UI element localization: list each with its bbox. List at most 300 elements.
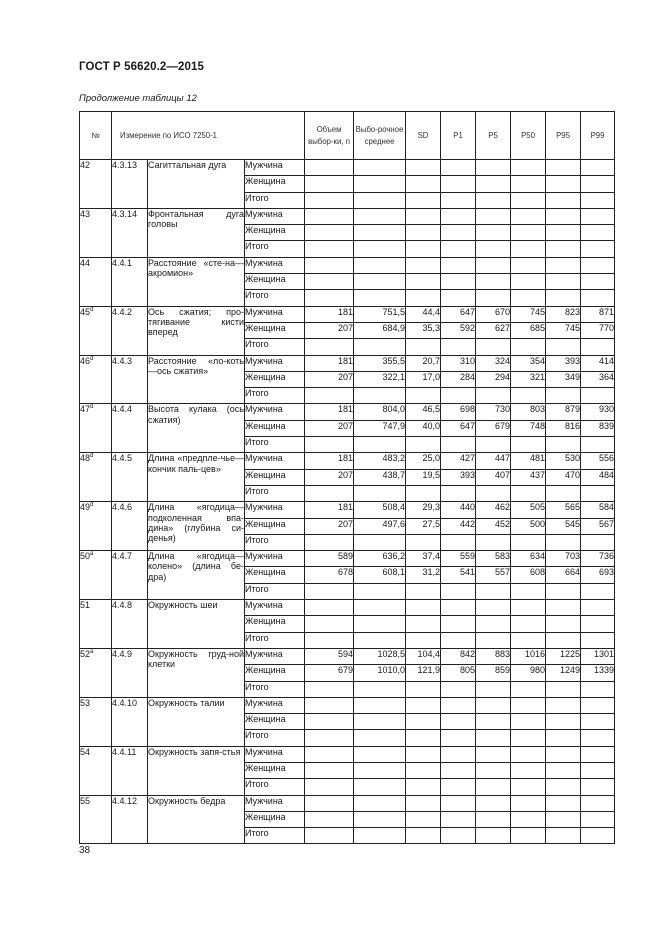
cell-p1 [441, 241, 476, 257]
cell-p50: 980 [511, 665, 546, 681]
cell-sd [406, 714, 441, 730]
cell-mean [354, 583, 406, 599]
cell-sd: 27,5 [406, 518, 441, 534]
cell-n: 207 [305, 371, 354, 387]
cell-iso-code: 4.4.3 [112, 355, 148, 404]
cell-iso-code: 4.4.8 [112, 600, 148, 649]
cell-p50 [511, 616, 546, 632]
cell-mean [354, 192, 406, 208]
cell-p95 [546, 437, 581, 453]
header-p99: P99 [581, 112, 615, 160]
cell-p5 [476, 600, 511, 616]
footnote-marker: d [90, 404, 94, 411]
cell-sex: Женщина [245, 518, 305, 534]
cell-p95: 816 [546, 420, 581, 436]
cell-p50 [511, 339, 546, 355]
cell-p5 [476, 339, 511, 355]
header-p1: P1 [441, 112, 476, 160]
cell-p1 [441, 339, 476, 355]
cell-n: 679 [305, 665, 354, 681]
cell-p1 [441, 208, 476, 224]
cell-p99: 484 [581, 469, 615, 485]
cell-p1 [441, 257, 476, 273]
cell-sd: 20,7 [406, 355, 441, 371]
cell-p99: 736 [581, 551, 615, 567]
cell-number [80, 160, 112, 209]
cell-p50 [511, 795, 546, 811]
cell-p5: 447 [476, 453, 511, 469]
cell-p1 [441, 795, 476, 811]
cell-sex: Мужчина [245, 355, 305, 371]
cell-sex: Женщина [245, 322, 305, 338]
cell-sex: Мужчина [245, 208, 305, 224]
cell-mean [354, 730, 406, 746]
cell-number [80, 502, 112, 551]
cell-p99 [581, 746, 615, 762]
cell-p99 [581, 762, 615, 778]
cell-iso-code: 4.4.9 [112, 648, 148, 697]
cell-mean [354, 828, 406, 844]
cell-p50 [511, 437, 546, 453]
cell-sd [406, 632, 441, 648]
cell-mean [354, 616, 406, 632]
cell-n [305, 681, 354, 697]
cell-mean: 355,5 [354, 355, 406, 371]
cell-measurement-name: Окружность талии [148, 697, 245, 746]
cell-p50: 481 [511, 453, 546, 469]
cell-n [305, 160, 354, 176]
cell-p5 [476, 828, 511, 844]
cell-p99: 584 [581, 502, 615, 518]
cell-p5: 294 [476, 371, 511, 387]
cell-n [305, 779, 354, 795]
cell-p5 [476, 632, 511, 648]
cell-p50 [511, 681, 546, 697]
cell-p1: 647 [441, 420, 476, 436]
cell-sex: Мужчина [245, 453, 305, 469]
cell-number [80, 600, 112, 649]
cell-p5 [476, 697, 511, 713]
cell-p50 [511, 534, 546, 550]
cell-p5: 883 [476, 648, 511, 664]
cell-p50 [511, 811, 546, 827]
cell-p95: 703 [546, 551, 581, 567]
cell-p99 [581, 795, 615, 811]
cell-p5 [476, 746, 511, 762]
cell-sd: 31,2 [406, 567, 441, 583]
table-row [80, 208, 615, 224]
cell-p95 [546, 160, 581, 176]
cell-p99 [581, 176, 615, 192]
cell-sd: 104,4 [406, 648, 441, 664]
cell-p50 [511, 274, 546, 290]
cell-number [80, 648, 112, 697]
table-row [80, 257, 615, 273]
cell-p1 [441, 225, 476, 241]
cell-p99: 930 [581, 404, 615, 420]
cell-p5: 557 [476, 567, 511, 583]
cell-mean [354, 762, 406, 778]
cell-p99 [581, 534, 615, 550]
cell-p50 [511, 290, 546, 306]
cell-p1 [441, 485, 476, 501]
cell-sex: Итого [245, 437, 305, 453]
cell-sex: Женщина [245, 274, 305, 290]
cell-p1 [441, 160, 476, 176]
cell-p99: 693 [581, 567, 615, 583]
cell-mean: 438,7 [354, 469, 406, 485]
cell-p1 [441, 714, 476, 730]
cell-iso-code: 4.3.13 [112, 160, 148, 209]
cell-mean [354, 339, 406, 355]
cell-p95 [546, 192, 581, 208]
cell-n [305, 208, 354, 224]
cell-p5 [476, 274, 511, 290]
cell-p1: 842 [441, 648, 476, 664]
cell-p95: 823 [546, 306, 581, 322]
cell-sd [406, 681, 441, 697]
cell-mean: 1028,5 [354, 648, 406, 664]
cell-iso-code: 4.4.1 [112, 257, 148, 306]
cell-sex: Итого [245, 485, 305, 501]
cell-p1 [441, 811, 476, 827]
cell-sd [406, 828, 441, 844]
cell-p95 [546, 274, 581, 290]
cell-measurement-name: Ось сжатия; про-тягивание кисти вперед [148, 306, 245, 355]
cell-p99 [581, 779, 615, 795]
cell-p1: 442 [441, 518, 476, 534]
cell-p1 [441, 746, 476, 762]
cell-p1: 805 [441, 665, 476, 681]
cell-sd [406, 274, 441, 290]
cell-p99: 1301 [581, 648, 615, 664]
cell-p5 [476, 225, 511, 241]
row-number: 47 [80, 404, 91, 415]
cell-p5 [476, 257, 511, 273]
cell-p50 [511, 828, 546, 844]
header-p5: P5 [476, 112, 511, 160]
cell-sex: Женщина [245, 811, 305, 827]
cell-iso-code: 4.4.12 [112, 795, 148, 844]
cell-sd: 121,9 [406, 665, 441, 681]
cell-p5: 452 [476, 518, 511, 534]
cell-p99 [581, 697, 615, 713]
cell-p99 [581, 583, 615, 599]
cell-p99 [581, 339, 615, 355]
cell-n [305, 600, 354, 616]
cell-measurement-name: Окружность груд-ной клетки [148, 648, 245, 697]
cell-p95 [546, 485, 581, 501]
header-p50: P50 [511, 112, 546, 160]
cell-mean [354, 779, 406, 795]
cell-p5: 859 [476, 665, 511, 681]
table-row [80, 355, 615, 371]
cell-sd [406, 339, 441, 355]
cell-number [80, 208, 112, 257]
cell-sex: Мужчина [245, 306, 305, 322]
cell-p1: 440 [441, 502, 476, 518]
cell-p5: 670 [476, 306, 511, 322]
cell-sd [406, 257, 441, 273]
cell-measurement-name: Расстояние «ло-коть—ось сжатия» [148, 355, 245, 404]
cell-p95: 879 [546, 404, 581, 420]
cell-mean [354, 388, 406, 404]
cell-p95: 745 [546, 322, 581, 338]
cell-mean [354, 714, 406, 730]
table-row [80, 306, 615, 322]
header-sd: SD [406, 112, 441, 160]
cell-iso-code: 4.4.6 [112, 502, 148, 551]
cell-n [305, 437, 354, 453]
cell-p95 [546, 241, 581, 257]
cell-p50 [511, 714, 546, 730]
cell-n [305, 225, 354, 241]
cell-p5: 407 [476, 469, 511, 485]
cell-p50 [511, 697, 546, 713]
cell-mean: 804,0 [354, 404, 406, 420]
table-row [80, 697, 615, 713]
cell-number [80, 746, 112, 795]
cell-p99: 556 [581, 453, 615, 469]
cell-p99 [581, 257, 615, 273]
cell-p99 [581, 192, 615, 208]
cell-p99 [581, 437, 615, 453]
cell-sd: 40,0 [406, 420, 441, 436]
cell-mean: 747,9 [354, 420, 406, 436]
cell-p99 [581, 681, 615, 697]
cell-p1: 310 [441, 355, 476, 371]
cell-p1: 647 [441, 306, 476, 322]
footnote-marker: a [90, 551, 94, 558]
cell-n [305, 176, 354, 192]
cell-sex: Женщина [245, 225, 305, 241]
cell-sd [406, 485, 441, 501]
cell-n [305, 714, 354, 730]
cell-mean [354, 160, 406, 176]
cell-p95 [546, 681, 581, 697]
cell-n: 181 [305, 502, 354, 518]
cell-p95 [546, 632, 581, 648]
row-number: 42 [80, 160, 91, 170]
cell-measurement-name: Длина «ягодица—колено» (длина бе-дра) [148, 551, 245, 600]
cell-sex: Женщина [245, 176, 305, 192]
cell-n [305, 290, 354, 306]
cell-p5 [476, 192, 511, 208]
cell-p95 [546, 828, 581, 844]
cell-p1 [441, 632, 476, 648]
cell-iso-code: 4.4.7 [112, 551, 148, 600]
cell-sd: 35,3 [406, 322, 441, 338]
cell-n: 207 [305, 518, 354, 534]
cell-p1: 284 [441, 371, 476, 387]
cell-p95: 349 [546, 371, 581, 387]
cell-p95 [546, 388, 581, 404]
cell-p50: 748 [511, 420, 546, 436]
cell-n [305, 746, 354, 762]
cell-sd [406, 437, 441, 453]
cell-measurement-name: Окружность шеи [148, 600, 245, 649]
cell-p99 [581, 485, 615, 501]
cell-sex: Итого [245, 730, 305, 746]
cell-p1 [441, 274, 476, 290]
table-continuation-caption: Продолжение таблицы 12 [79, 93, 197, 104]
document-title: ГОСТ Р 56620.2—2015 [79, 61, 204, 73]
cell-p5 [476, 208, 511, 224]
cell-measurement-name: Окружность запя-стья [148, 746, 245, 795]
row-number: 53 [80, 697, 91, 708]
cell-p50: 608 [511, 567, 546, 583]
cell-p5 [476, 241, 511, 257]
cell-number [80, 697, 112, 746]
cell-p50 [511, 225, 546, 241]
cell-p50: 505 [511, 502, 546, 518]
cell-sd [406, 616, 441, 632]
cell-sd [406, 697, 441, 713]
cell-mean [354, 795, 406, 811]
cell-p95 [546, 730, 581, 746]
cell-sex: Мужчина [245, 551, 305, 567]
cell-p1 [441, 697, 476, 713]
cell-p95 [546, 290, 581, 306]
cell-sex: Мужчина [245, 404, 305, 420]
cell-sex: Итого [245, 681, 305, 697]
table-row [80, 551, 615, 567]
cell-p95: 664 [546, 567, 581, 583]
cell-p1 [441, 388, 476, 404]
cell-mean: 1010,0 [354, 665, 406, 681]
cell-iso-code: 4.4.4 [112, 404, 148, 453]
cell-p95: 393 [546, 355, 581, 371]
cell-sex: Женщина [245, 469, 305, 485]
cell-measurement-name: Окружность бедра [148, 795, 245, 844]
cell-p95 [546, 697, 581, 713]
cell-mean [354, 681, 406, 697]
footnote-marker: d [90, 453, 94, 460]
cell-sd [406, 241, 441, 257]
cell-p50 [511, 160, 546, 176]
cell-mean [354, 437, 406, 453]
cell-number [80, 795, 112, 844]
cell-number [80, 551, 112, 600]
cell-n [305, 192, 354, 208]
cell-mean: 483,2 [354, 453, 406, 469]
cell-measurement-name: Фронтальная дуга головы [148, 208, 245, 257]
table-row [80, 453, 615, 469]
cell-p99: 1339 [581, 665, 615, 681]
cell-n: 181 [305, 355, 354, 371]
cell-p99 [581, 811, 615, 827]
cell-p99: 770 [581, 322, 615, 338]
cell-sd [406, 388, 441, 404]
cell-p99 [581, 225, 615, 241]
cell-p1 [441, 730, 476, 746]
cell-sex: Итого [245, 339, 305, 355]
footnote-marker: d [90, 355, 94, 362]
cell-sex: Мужчина [245, 746, 305, 762]
row-number: 48 [80, 453, 91, 464]
cell-p5: 324 [476, 355, 511, 371]
cell-n: 181 [305, 404, 354, 420]
cell-iso-code: 4.4.2 [112, 306, 148, 355]
footnote-marker: d [90, 306, 94, 313]
cell-p5 [476, 176, 511, 192]
cell-p50: 685 [511, 322, 546, 338]
cell-n [305, 730, 354, 746]
cell-p95: 470 [546, 469, 581, 485]
table-row [80, 648, 615, 664]
cell-p5 [476, 583, 511, 599]
page-number: 38 [79, 845, 91, 856]
footnote-marker: d [90, 502, 94, 509]
table-row [80, 746, 615, 762]
cell-p5 [476, 534, 511, 550]
cell-p5 [476, 811, 511, 827]
cell-n [305, 583, 354, 599]
cell-p50: 500 [511, 518, 546, 534]
cell-iso-code: 4.4.10 [112, 697, 148, 746]
cell-p5: 679 [476, 420, 511, 436]
cell-mean [354, 811, 406, 827]
cell-p1 [441, 828, 476, 844]
row-number: 44 [80, 257, 91, 268]
cell-sd [406, 290, 441, 306]
cell-sd [406, 583, 441, 599]
cell-sd: 17,0 [406, 371, 441, 387]
table-row [80, 502, 615, 518]
cell-p99 [581, 241, 615, 257]
cell-iso-code: 4.4.11 [112, 746, 148, 795]
cell-sex: Мужчина [245, 648, 305, 664]
cell-sd: 46,5 [406, 404, 441, 420]
cell-p95 [546, 714, 581, 730]
cell-iso-code: 4.3.14 [112, 208, 148, 257]
cell-sex: Итого [245, 290, 305, 306]
cell-p50: 745 [511, 306, 546, 322]
cell-sd [406, 176, 441, 192]
row-number: 54 [80, 746, 91, 757]
cell-sex: Женщина [245, 762, 305, 778]
row-number: 52 [80, 648, 91, 659]
cell-p99: 414 [581, 355, 615, 371]
header-number: № [80, 112, 112, 160]
cell-n [305, 795, 354, 811]
cell-p95: 1249 [546, 665, 581, 681]
cell-p1: 698 [441, 404, 476, 420]
cell-p5 [476, 437, 511, 453]
cell-p99: 364 [581, 371, 615, 387]
cell-n [305, 241, 354, 257]
cell-n: 207 [305, 469, 354, 485]
cell-p5 [476, 795, 511, 811]
cell-p5 [476, 616, 511, 632]
cell-p5 [476, 681, 511, 697]
cell-sex: Итого [245, 632, 305, 648]
cell-n [305, 616, 354, 632]
cell-mean: 608,1 [354, 567, 406, 583]
cell-p95 [546, 208, 581, 224]
cell-sd [406, 795, 441, 811]
cell-n: 207 [305, 322, 354, 338]
cell-sd [406, 208, 441, 224]
cell-mean [354, 225, 406, 241]
cell-n: 181 [305, 453, 354, 469]
cell-p50 [511, 779, 546, 795]
cell-p50: 437 [511, 469, 546, 485]
cell-sd [406, 811, 441, 827]
footnote-marker: a [90, 648, 94, 655]
cell-p50 [511, 762, 546, 778]
cell-p95: 565 [546, 502, 581, 518]
